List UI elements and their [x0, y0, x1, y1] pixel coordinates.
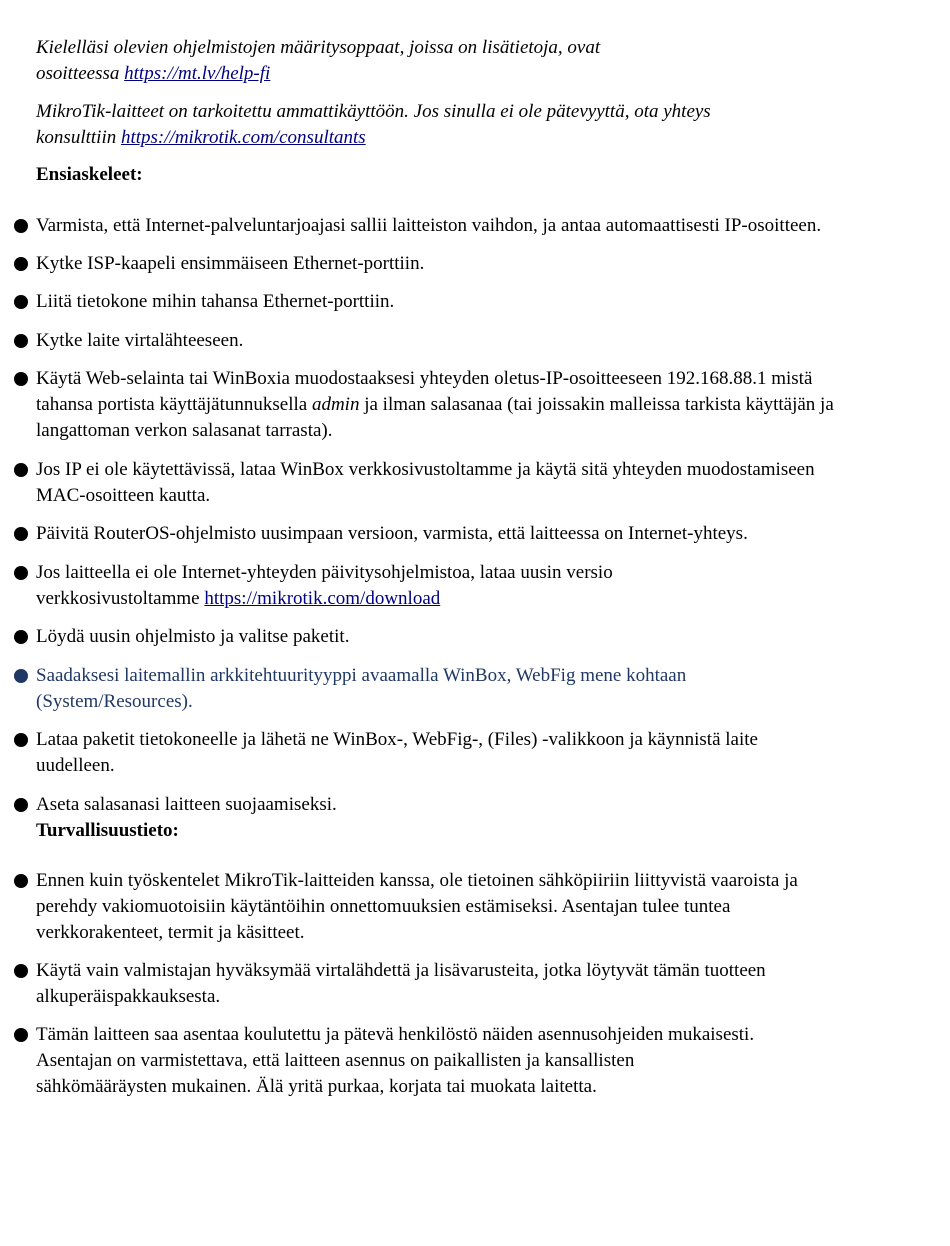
bullet-icon [14, 733, 28, 747]
bullet-icon [14, 630, 28, 644]
username-emphasis: admin [311, 394, 360, 415]
list-item-text: Aseta salasanasi laitteen suojaamiseksi. [36, 794, 337, 815]
manuals-link[interactable]: https://mt.lv/help-fi [124, 63, 271, 84]
list-item-text: Ennen kuin työskentelet MikroTik-laitteiden kanssa, ole tietoinen sähköpiiriin liittyvistä vaaroista ja perehdy vakiomuotoisiin käytäntöihin onnettomuuksien estämiseksi. Asentajan tulee tuntea verkkorakenteet, termit ja käsitteet. [36, 870, 798, 943]
list-item-text: Löydä uusin ohjelmisto ja valitse paketit. [36, 626, 350, 647]
list-item-text: Käytä vain valmistajan hyväksymää virtalähdettä ja lisävarusteita, jotka löytyvät tämän tuotteen alkuperäispakkauksesta. [36, 960, 766, 1007]
list-item-text-start: Käytä Web-selainta tai WinBoxia muodostaaksesi yhteyden oletus-IP-osoitteeseen 192.168.88.1 mistä tahansa portista käyttäjätunnuksella [36, 368, 813, 415]
list-item-text: Tämän laitteen saa asentaa koulutettu ja pätevä henkilöstö näiden asennusohjeiden mukaisesti. Asentajan on varmistettava, että laitteen asennus on paikallisten ja kansallisten sähkömääräysten mukainen. Älä yritä purkaa, korjata tai muokata laitetta. [36, 1024, 755, 1097]
first-steps-heading: Ensiaskeleet: [36, 164, 143, 185]
list-item-text: Kytke laite virtalähteeseen. [36, 330, 244, 351]
bullet-icon [14, 669, 28, 683]
manuals-text: Kielelläsi olevien ohjelmistojen määritysoppaat, joissa on lisätietoja, ovat osoitteessa [36, 37, 601, 84]
list-item-text: Päivitä RouterOS-ohjelmisto uusimpaan versioon, varmista, että laitteessa on Internet-yhteys. [36, 523, 748, 544]
manuals-paragraph [36, 35, 656, 87]
bullet-icon [14, 964, 28, 978]
list-item-text-end: ja ilman salasanaa (tai joissakin malleissa tarkista käyttäjän ja langattoman verkon salasanat tarrasta). [36, 394, 834, 441]
list-item-text: Saadaksesi laitemallin arkkitehtuurityyppi avaamalla WinBox, WebFig mene kohtaan (System/Resources). [36, 665, 687, 712]
list-item-text: Jos IP ei ole käytettävissä, lataa WinBox verkkosivustoltamme ja käytä sitä yhteyden muodostamiseen MAC-osoitteen kautta. [36, 459, 815, 506]
consultants-link[interactable]: https://mikrotik.com/consultants [120, 127, 366, 148]
professional-use-text: MikroTik-laitteet on tarkoitettu ammattikäyttöön. Jos sinulla ei ole pätevyyttä, ota yhteys konsulttiin [36, 101, 711, 148]
list-item-text [36, 366, 851, 444]
bullet-icon [14, 798, 28, 812]
bullet-icon [14, 334, 28, 348]
bullet-icon [14, 372, 28, 386]
list-item-text: Liitä tietokone mihin tahansa Ethernet-porttiin. [36, 291, 395, 312]
bullet-icon [14, 527, 28, 541]
bullet-icon [14, 463, 28, 477]
download-link[interactable]: https://mikrotik.com/download [204, 588, 441, 609]
list-item-text: Lataa paketit tietokoneelle ja lähetä ne WinBox-, WebFig-, (Files) -valikkoon ja käynnistä laite uudelleen. [36, 729, 758, 776]
bullet-icon [14, 219, 28, 233]
bullet-icon [14, 257, 28, 271]
list-item-text [36, 560, 656, 612]
list-item-text: Varmista, että Internet-palveluntarjoajasi sallii laitteiston vaihdon, ja antaa automaattisesti IP-osoitteen. [36, 215, 822, 236]
list-item-text: Kytke ISP-kaapeli ensimmäiseen Ethernet-porttiin. [36, 253, 425, 274]
bullet-icon [14, 566, 28, 580]
bullet-icon [14, 295, 28, 309]
safety-heading: Turvallisuustieto: [36, 820, 179, 841]
bullet-icon [14, 874, 28, 888]
professional-use-paragraph [36, 99, 756, 151]
list-item-text-start: Jos laitteella ei ole Internet-yhteyden päivitysohjelmistoa, lataa uusin versio verkkosivustoltamme [36, 562, 613, 609]
bullet-icon [14, 1028, 28, 1042]
